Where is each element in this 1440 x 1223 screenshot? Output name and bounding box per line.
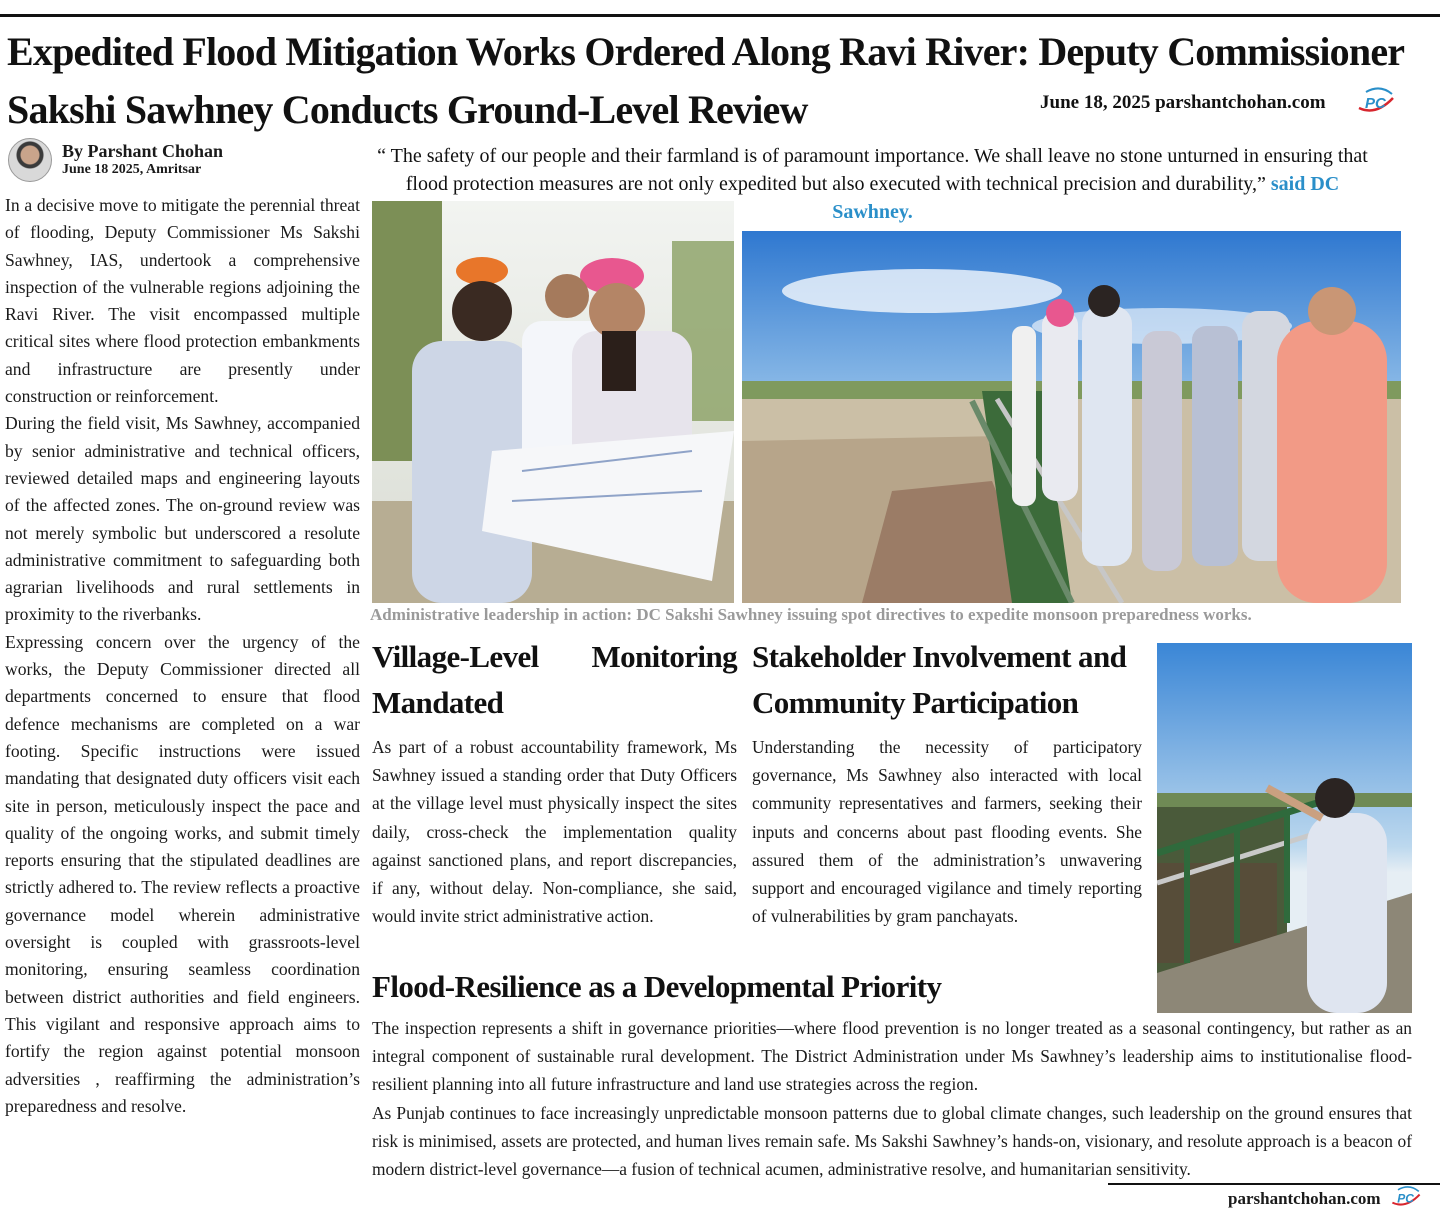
- pc-logo-icon: [1356, 86, 1396, 116]
- footer-site: parshantchohan.com: [1228, 1189, 1381, 1208]
- section-body-village-monitoring: As part of a robust accountability framework, Ms Sawhney issued a standing order that Duty Officers at the village level must physically inspect the sites daily, cross-check the implementation quality against sanctioned plans, and report discrepancies, if any, without delay. Non-compliance, she said, would invite strict administrative action.: [372, 737, 737, 927]
- pull-quote-text: “ The safety of our people and their farmland is of paramount importance. We shall leave no stone unturned in ensuring that flood protection measures are not only expedited but also executed with technical precision and durability,”: [377, 145, 1368, 195]
- author-avatar: [8, 138, 52, 182]
- flood-resilience-paragraph-1: The inspection represents a shift in governance priorities—where flood prevention is no longer treated as a seasonal contingency, but rather as an integral component of sustainable rural development. The District Administration under Ms Sawhney’s leadership aims to institutionalise flood-resilient planning into all future infrastructure and land use strategies across the region.: [372, 1018, 1412, 1095]
- pull-quote-attribution: said DC Sawhney.: [832, 173, 1340, 223]
- byline-date-place: June 18 2025, Amritsar: [62, 162, 202, 177]
- dateline: June 18, 2025 parshantchohan.com: [1040, 92, 1326, 113]
- left-column: [5, 192, 360, 1120]
- svg-text:PC: PC: [1365, 95, 1386, 112]
- photo-riverbank-inspection: [742, 231, 1401, 603]
- section-body-stakeholder: Understanding the necessity of participatory governance, Ms Sawhney also interacted with local community representatives and farmers, seeking their inputs and concerns about past flooding events. She assured them of the administration’s unwavering support and encouraged vigilance and timely reporting of vulnerabilities by gram panchayats.: [752, 737, 1142, 927]
- headline-line-2: Sakshi Sawhney Conducts Ground-Level Review: [7, 87, 808, 132]
- photo-map-review: [372, 201, 734, 603]
- left-paragraph-2: During the field visit, Ms Sawhney, accompanied by senior administrative and technical officers, reviewed detailed maps and engineering layouts of the affected zones. The on-ground review was not merely symbolic but underscored a resolute administrative commitment to safeguarding both agrarian livelihoods and rural settlements in proximity to the riverbanks.: [5, 413, 360, 625]
- flood-resilience-paragraph-2: As Punjab continues to face increasingly unpredictable monsoon patterns due to global climate changes, such leadership on the ground ensures that risk is minimised, assets are protected, and human lives remain safe. Ms Sakshi Sawhney’s hands-on, visionary, and resolute approach is a beacon of modern district-level governance—a fusion of technical acumen, administrative resolve, and humanitarian sensitivity.: [372, 1102, 1412, 1180]
- section-heading-flood-resilience: Flood-Resilience as a Developmental Priority: [372, 969, 942, 1004]
- photo-bridge-railing: [1157, 643, 1412, 1013]
- section-body-flood-resilience: [372, 1014, 1412, 1183]
- footer-logo-icon: [1390, 1184, 1422, 1210]
- top-rule: [0, 14, 1440, 17]
- photo-caption: Administrative leadership in action: DC Sakshi Sawhney issuing spot directives to expedite monsoon preparedness works.: [370, 605, 1252, 624]
- headline-line-1: Expedited Flood Mitigation Works Ordered Along Ravi River: Deputy Commissioner: [7, 29, 1405, 74]
- section-heading-stakeholder: Stakeholder Involvement and Community Participation: [752, 639, 1127, 720]
- svg-text:PC: PC: [1397, 1191, 1414, 1206]
- left-paragraph-3: Expressing concern over the urgency of the works, the Deputy Commissioner directed all departments concerned to ensure that flood defence mechanisms are completed on a war footing. Specific instructions were issued mandating that designated duty officers visit each site in person, meticulously inspect the pace and quality of the ongoing works, and submit timely reports ensuring that the stipulated deadlines are strictly adhered to. The review reflects a proactive governance model wherein administrative oversight is coupled with grassroots-level monitoring, ensuring seamless coordination between district authorities and field engineers. This vigilant and responsive approach aims to fortify the region against potential monsoon adversities , reaffirming the administration’s preparedness and resolve.: [5, 631, 360, 1116]
- left-paragraph-1: In a decisive move to mitigate the perennial threat of flooding, Deputy Commissioner Ms Sakshi Sawhney, IAS, undertook a comprehensive inspection of the vulnerable regions adjoining the Ravi River. The visit encompassed multiple critical sites where flood protection embankments and infrastructure are presently under construction or reinforcement.: [5, 195, 360, 407]
- byline-author: By Parshant Chohan: [62, 141, 224, 161]
- section-heading-village-monitoring: Village-Level Monitoring Mandated: [372, 639, 737, 720]
